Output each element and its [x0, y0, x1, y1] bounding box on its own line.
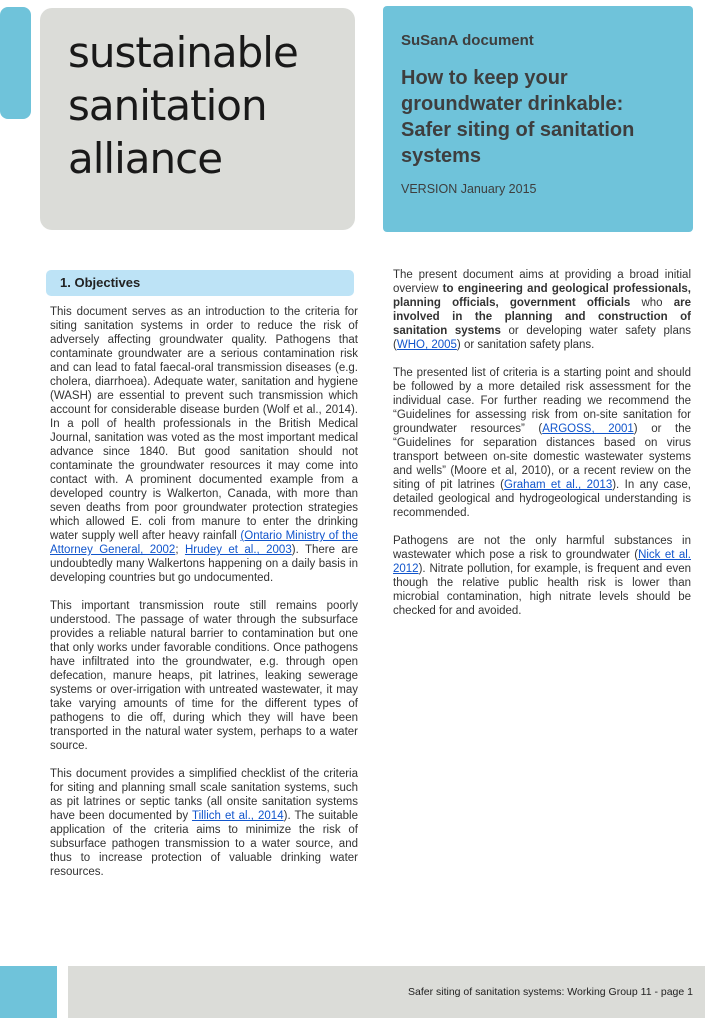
body-text: This document provides a simplified checklist of the criteria for siting and planning small scale sanitation systems, such as pit latrines or septic tanks (all onsite sanitation systems have been documented by [50, 768, 358, 822]
logo-line-1: sustainable [68, 28, 298, 77]
susana-logo [40, 8, 355, 230]
citation-link[interactable]: WHO, 2005 [396, 339, 457, 351]
section-heading-objectives: 1. Objectives [46, 270, 354, 296]
left-column-paragraphs [50, 305, 358, 879]
paragraph [393, 534, 691, 618]
bold-text: are involved in the planning and construction of sanitation systems [393, 297, 691, 337]
citation-link[interactable]: Tillich et al., 2014 [191, 810, 284, 822]
citation-link[interactable]: Hrudey et al., 2003 [184, 544, 292, 556]
footer-bar [68, 966, 705, 1018]
footer-text: Safer siting of sanitation systems: Working Group 11 - page 1 [407, 986, 693, 998]
paragraph [50, 305, 358, 585]
body-text: This important transmission route still remains poorly understood. The passage of water through the subsurface provides a reliable natural barrier to contamination but one that only works under favorable conditions. Once pathogens have infiltrated into the groundwater, e.g. through open defecation, manure heaps, pit latrines, leaking sewerage systems or over-irrigation with untreated wastewater, it may take varying amounts of time for the different types of pathogens to die off, during which they will have been transported in the natural water system, perhaps to a water source. [50, 600, 358, 752]
body-text: or developing water safety plans ( [393, 325, 691, 351]
citation-link[interactable]: ARGOSS, 2001 [542, 423, 634, 435]
body-text: ) or the “Guidelines for separation distances based on virus transport between on-site domestic wastewater systems and wells” (Moore et al, 2010), or a recent review on the siting of pit latrines ( [393, 423, 691, 491]
body-text: who [630, 297, 674, 309]
document-header [383, 6, 693, 232]
paragraph [393, 366, 691, 520]
right-column [393, 268, 691, 893]
left-column [50, 268, 358, 893]
body-text: ). The suitable application of the criteria aims to minimize the risk of subsurface pathogen transmission to a water source, and thus to increase protection of valuable drinking water resources. [50, 810, 358, 878]
body-text: ). In any case, detailed geological and hydrogeological understanding is recommended. [393, 479, 692, 519]
body-text: ; [175, 544, 185, 556]
document-kicker: SuSanA document [401, 32, 534, 49]
right-column-paragraphs [393, 268, 691, 618]
body-text: Pathogens are not the only harmful substances in wastewater which pose a risk to groundwater ( [393, 535, 691, 561]
paragraph [50, 599, 358, 753]
left-accent-strip [0, 7, 31, 119]
body-text: ) or sanitation safety plans. [456, 339, 595, 351]
paragraph [50, 767, 358, 879]
body-text: ). There are undoubtedly many Walkertons happening on a daily basis in developing countries but go undocumented. [50, 544, 359, 584]
version-label: VERSION January 2015 [401, 182, 537, 196]
paragraph [393, 268, 691, 352]
body-text: ). Nitrate pollution, for example, is frequent and even though the relative public health risk is lower than microbial contamination, high nitrate levels should be checked for and avoided. [393, 563, 691, 617]
body-text: The present document aims at providing a broad initial overview [393, 269, 691, 295]
bold-text: to engineering and geological professionals, planning officials, government officials [393, 283, 691, 309]
footer-accent-square [0, 966, 57, 1018]
body-content [50, 268, 691, 893]
logo-line-2: sanitation [68, 81, 267, 130]
logo-line-3: alliance [68, 134, 223, 183]
citation-link[interactable]: Graham et al., 2013 [504, 479, 613, 491]
body-text: The presented list of criteria is a starting point and should be followed by a more detailed risk assessment for the individual case. For further reading we recommend the “Guidelines for assessing risk from on-site sanitation for groundwater resources” ( [393, 367, 691, 435]
citation-link[interactable]: (Ontario Ministry of the Attorney General, 2002 [50, 530, 358, 556]
document-title: How to keep your groundwater drinkable: Safer siting of sanitation systems [401, 67, 635, 167]
body-text: This document serves as an introduction to the criteria for siting sanitation systems in order to reduce the risk of adversely affecting groundwater quality. Pathogens that contaminate groundwater are a serious contamination risk and can lead to fatal faecal-oral transmission diseases (e.g. cholera, diarrhoea). Adequate water, sanitation and hygiene (WASH) are essential to prevent such transmission which account for considerable disease burden (Wolf et al., 2014). In a poll of health professionals in the British Medical Journal, sanitation was voted as the most important medical advance since 1840. But good sanitation should not contaminate the groundwater resources it may come into contact with. A prominent documented example from a developed country is Walkerton, Canada, with more than seven deaths from poor groundwater protection strategies which allowed E. coli from manure to enter the drinking water supply well after heavy rainfall [50, 306, 358, 542]
citation-link[interactable]: Nick et al. 2012 [393, 549, 691, 575]
